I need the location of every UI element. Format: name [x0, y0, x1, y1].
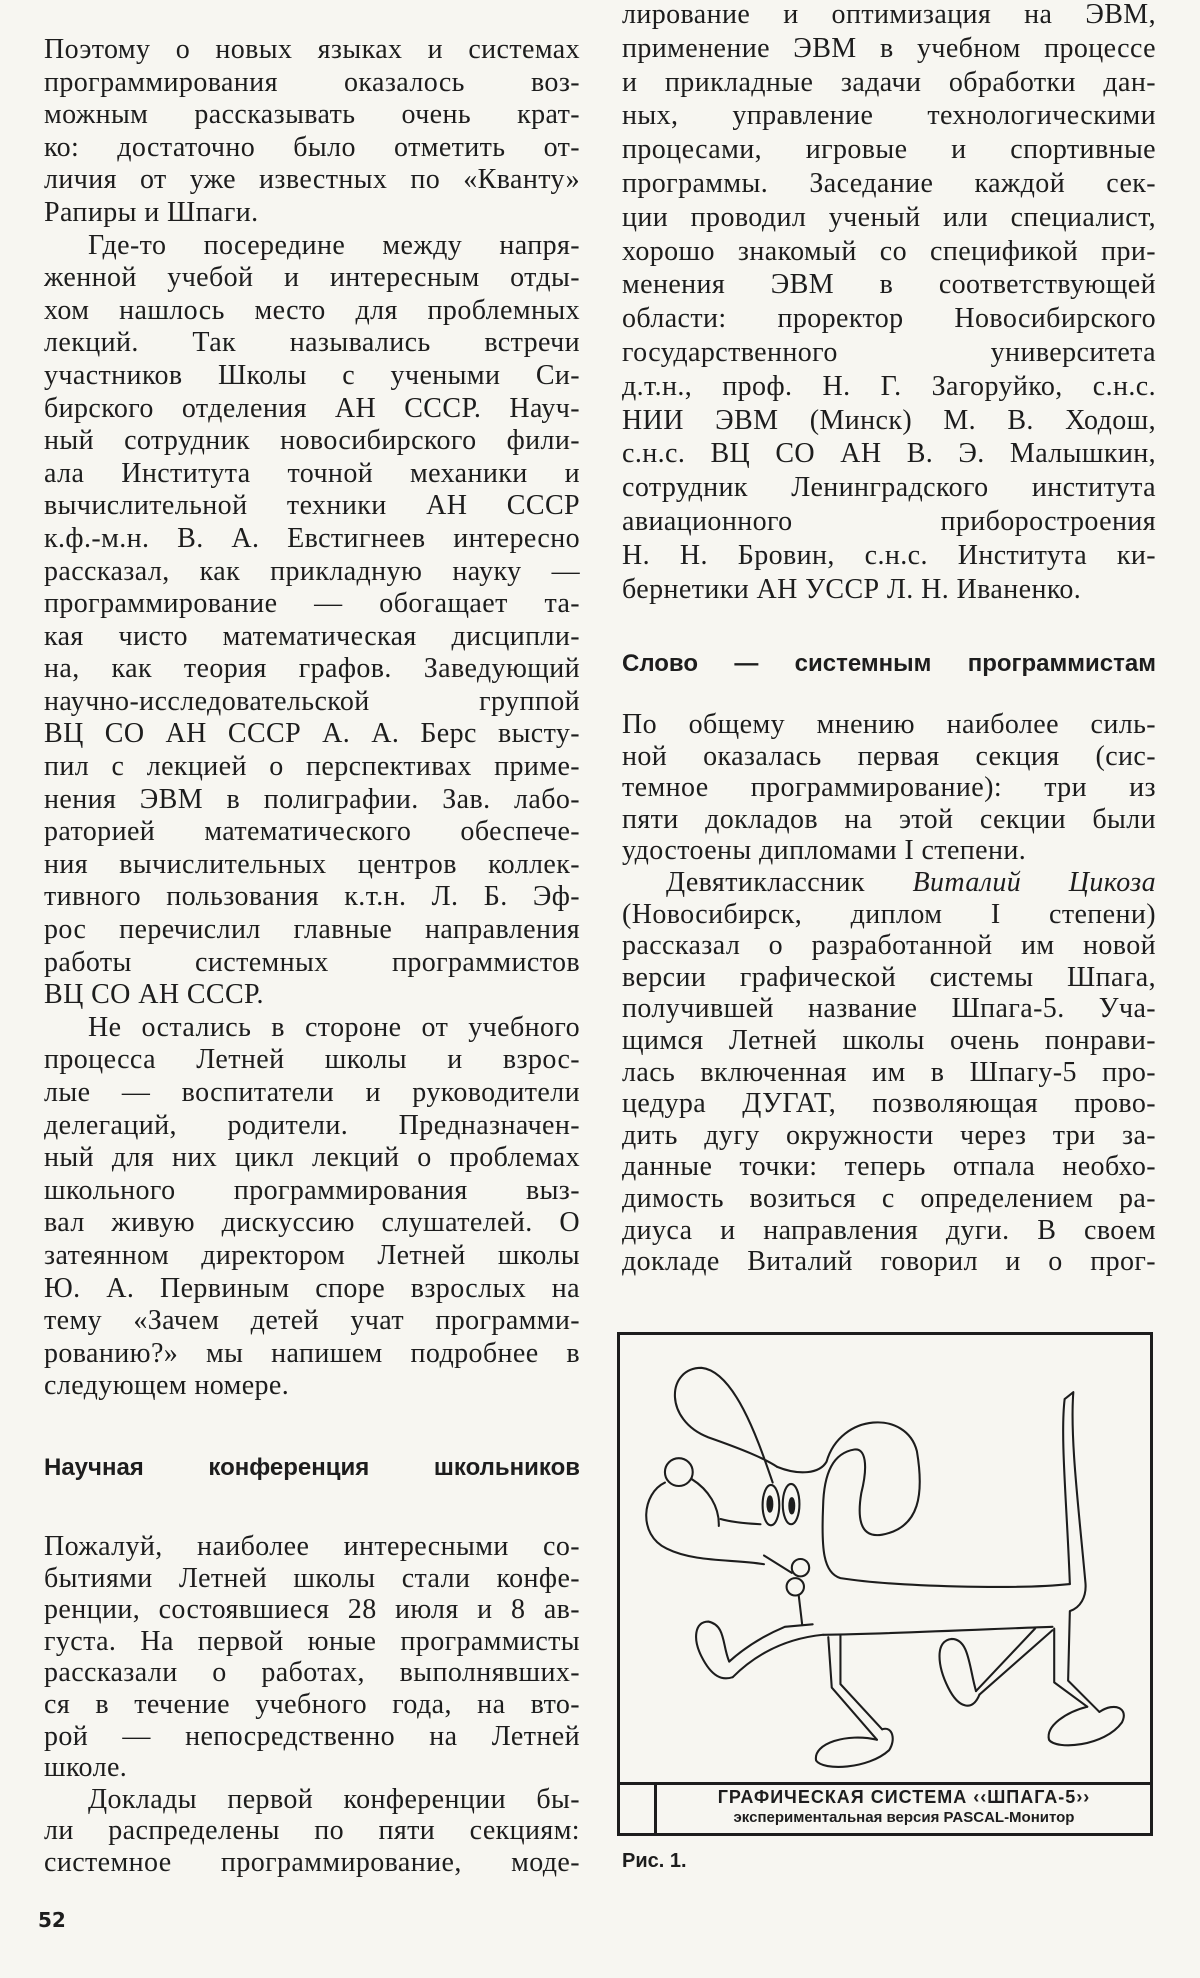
text-line: НИИ ЭВМ (Минск) М. В. Ходош, [622, 404, 1156, 436]
text-line: Доклады первой конференции бы- [88, 1783, 580, 1815]
text-line: рассказали о работах, выполнявших- [44, 1657, 580, 1689]
text-line: рассказал, как прикладную науку — [44, 555, 580, 587]
text-line: Поэтому о новых языках и системах [44, 34, 580, 65]
text-line: рованию?» мы напишем подробнее в [44, 1337, 580, 1369]
text-line: менения ЭВМ в соответствующей [622, 269, 1156, 301]
text-line: авиационного приборостроения [622, 505, 1156, 537]
figure-label: Рис. 1. [622, 1850, 687, 1872]
text-line: можным рассказывать очень крат- [44, 99, 580, 131]
text-line: Не остались в стороне от учебного [88, 1011, 580, 1043]
text-line: программирование — обогащает та- [44, 588, 580, 620]
text-segment: Девятиклассник [666, 866, 913, 898]
text-line [622, 867, 1156, 899]
text-line: бирского отделения АН СССР. Науч- [44, 392, 580, 424]
text-line: димость возиться с определением ра- [622, 1182, 1156, 1214]
text-line: программы. Заседание каждой сек- [622, 167, 1156, 199]
text-line: работы системных программистов [44, 946, 580, 978]
text-line: личия от уже известных по «Кванту» [44, 164, 580, 196]
text-line: рой — непосредственно на Летней [44, 1720, 580, 1752]
text-line: ции проводил ученый или специалист, [622, 201, 1156, 233]
text-line: вычислительной техники АН СССР [44, 490, 580, 522]
text-line: применение ЭВМ в учебном процессе [622, 32, 1156, 64]
text-line: (Новосибирск, диплом I степени) [622, 898, 1156, 930]
text-line: и прикладные задачи обработки дан- [622, 66, 1156, 98]
text-line: бытиями Летней школы стали конфе- [44, 1562, 580, 1594]
text-line: ной оказалась первая секция (сис- [622, 740, 1156, 772]
text-line: ли распределены по пяти секциям: [44, 1815, 580, 1847]
text-line: рос перечислил главные направления [44, 914, 580, 946]
text-line: ния вычислительных центров коллек- [44, 848, 580, 880]
text-line: сотрудник Ленинградского института [622, 472, 1156, 504]
text-line: тивного пользования к.т.н. Л. Б. Эф- [44, 881, 580, 913]
text-line: нения ЭВМ в полиграфии. Зав. лабо- [44, 783, 580, 815]
text-line: системное программирование, моде- [44, 1846, 580, 1878]
text-line: участников Школы с учеными Си- [44, 359, 580, 391]
text-line: лые — воспитатели и руководители [44, 1077, 580, 1108]
text-line: щимся Летней школы очень понрави- [622, 1024, 1156, 1056]
text-line: хом нашлось место для проблемных [44, 294, 580, 326]
text-line: ала Института точной механики и [44, 457, 580, 489]
text-line: процесами, игровые и спортивные [622, 134, 1156, 166]
text-line: женной учебой и интересным отды- [44, 262, 580, 294]
text-line: научно-исследовательской группой [44, 685, 580, 717]
figure-caption-subtitle: экспериментальная версия PASCAL-Монитор [733, 1809, 1075, 1826]
text-line: области: проректор Новосибирского [622, 303, 1156, 335]
text-line: школьного программирования выз- [44, 1174, 580, 1206]
italic-name: Виталий Цикоза [912, 866, 1156, 898]
text-line: к.ф.-м.н. В. А. Евстигнеев интересно [44, 522, 580, 554]
text-line: кая чисто математическая дисципли- [44, 620, 580, 652]
text-line: бернетики АН УССР Л. Н. Иваненко. [622, 573, 1082, 605]
text-line: ренции, состоявшиеся 28 июля и 8 ав- [44, 1594, 580, 1626]
text-line: Н. Н. Бровин, с.н.с. Института ки- [622, 539, 1156, 571]
text-line: с.н.с. ВЦ СО АН В. Э. Малышкин, [622, 438, 1156, 470]
text-line: Где-то посередине между напря- [88, 229, 580, 261]
figure-caption-band [620, 1782, 1150, 1833]
text-line: программирования оказалось воз- [44, 66, 580, 98]
text-line: д.т.н., проф. Н. Г. Загоруйко, с.н.с. [622, 370, 1156, 402]
section-heading: Научная конференция школьников [44, 1454, 580, 1481]
figure-caption-title: ГРАФИЧЕСКАЯ СИСТЕМА ‹‹ШПАГА-5›› [717, 1787, 1091, 1807]
text-line: данные точки: теперь отпала необхо- [622, 1151, 1156, 1183]
text-line: ных, управление технологическими [622, 100, 1156, 132]
figure-1 [617, 1332, 1153, 1836]
text-line: делегаций, родители. Предназначен- [44, 1109, 580, 1141]
text-line: версии графической системы Шпага, [622, 961, 1156, 993]
dog-illustration [618, 1333, 1163, 1793]
text-line: следующем номере. [44, 1370, 290, 1402]
text-line: Пожалуй, наиболее интересными со- [44, 1531, 580, 1562]
text-line: ВЦ СО АН СССР А. А. Берс высту- [44, 718, 580, 750]
page-number: 52 [38, 1908, 66, 1932]
text-line: пил с лекцией о перспективах приме- [44, 751, 580, 783]
text-line: По общему мнению наиболее силь- [622, 709, 1156, 740]
text-line: ный сотрудник новосибирского фили- [44, 425, 580, 457]
caption-divider [654, 1785, 657, 1833]
text-line: ся в течение учебного года, на вто- [44, 1688, 580, 1720]
text-line: на, как теория графов. Заведующий [44, 653, 580, 685]
text-line: ВЦ СО АН СССР. [44, 979, 264, 1011]
right-column-section-system-programmers [622, 648, 1156, 1278]
text-line: ко: достаточно было отметить от- [44, 131, 580, 163]
section-heading: Слово — системным программистам [622, 650, 1156, 677]
text-line: хорошо знакомый со спецификой при- [622, 235, 1156, 267]
text-line: лирование и оптимизация на ЭВМ, [622, 0, 1156, 30]
text-line: пяти докладов на этой секции были [622, 803, 1156, 835]
text-line: цедура ДУГАТ, позволяющая прово- [622, 1088, 1156, 1120]
text-line: раторией математического обеспече- [44, 816, 580, 848]
text-line: ный для них цикл лекций о проблемах [44, 1142, 580, 1174]
text-line: тему «Зачем детей учат программи- [44, 1305, 580, 1337]
text-line: рассказал о разработанной им новой [622, 930, 1156, 962]
text-line: затеянном директором Летней школы [44, 1239, 580, 1271]
text-line: докладе Виталий говорил и о прог- [622, 1246, 1156, 1278]
left-column-text [44, 34, 580, 1403]
text-line: получившей название Шпага-5. Уча- [622, 993, 1156, 1025]
text-line: Рапиры и Шпаги. [44, 196, 259, 228]
right-column-text [622, 0, 1156, 606]
text-line: школе. [44, 1752, 128, 1784]
text-line: лекций. Так назывались встречи [44, 327, 580, 359]
text-line: удостоены дипломами I степени. [622, 835, 1027, 867]
text-line: густа. На первой юные программисты [44, 1625, 580, 1657]
text-line: лась включенная им в Шпагу-5 про- [622, 1056, 1156, 1088]
text-line: процесса Летней школы и взрос- [44, 1044, 580, 1076]
text-line: Ю. А. Первиным споре взрослых на [44, 1272, 580, 1304]
text-line: диуса и направления дуги. В своем [622, 1214, 1156, 1246]
text-line: темное программирование): три из [622, 772, 1156, 804]
text-line: вал живую дискуссию слушателей. О [44, 1207, 580, 1239]
text-line: дить дугу окружности через три за- [622, 1119, 1156, 1151]
text-line: государственного университета [622, 336, 1156, 368]
left-column-section-conference [44, 1452, 580, 1879]
